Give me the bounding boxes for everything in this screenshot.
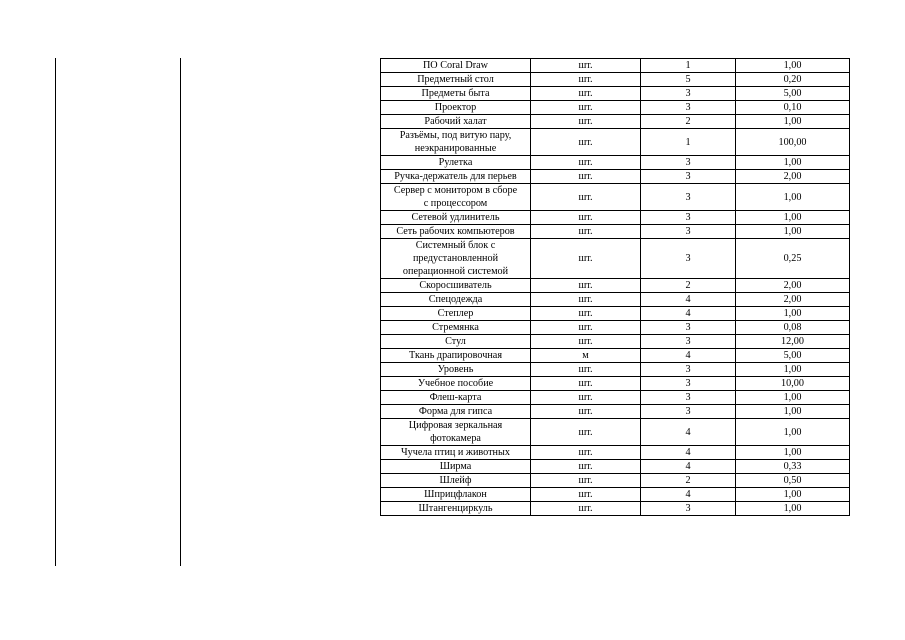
unit-cell: шт. <box>531 156 641 170</box>
quantity-cell: 3 <box>641 405 736 419</box>
value-cell: 2,00 <box>736 293 850 307</box>
value-cell: 2,00 <box>736 170 850 184</box>
value-cell: 1,00 <box>736 225 850 239</box>
quantity-cell: 4 <box>641 307 736 321</box>
unit-cell: шт. <box>531 377 641 391</box>
item-name-cell: Предметный стол <box>381 73 531 87</box>
item-name-cell: Разъёмы, под витую пару, неэкранированные <box>381 129 531 156</box>
table-row <box>381 73 850 87</box>
table-row <box>381 211 850 225</box>
unit-cell: шт. <box>531 460 641 474</box>
item-name-cell: Скоросшиватель <box>381 279 531 293</box>
item-name-cell: Ткань драпировочная <box>381 349 531 363</box>
quantity-cell: 5 <box>641 73 736 87</box>
unit-cell: шт. <box>531 87 641 101</box>
table-row <box>381 129 850 156</box>
item-name-cell: Флеш-карта <box>381 391 531 405</box>
unit-cell: шт. <box>531 73 641 87</box>
quantity-cell: 3 <box>641 239 736 279</box>
unit-cell: шт. <box>531 211 641 225</box>
table-row <box>381 460 850 474</box>
item-name-cell: Проектор <box>381 101 531 115</box>
item-name-cell: ПО Coral Draw <box>381 59 531 73</box>
value-cell: 1,00 <box>736 502 850 516</box>
unit-cell: шт. <box>531 184 641 211</box>
quantity-cell: 3 <box>641 363 736 377</box>
table-row <box>381 184 850 211</box>
unit-cell: шт. <box>531 391 641 405</box>
value-cell: 1,00 <box>736 488 850 502</box>
quantity-cell: 3 <box>641 335 736 349</box>
quantity-cell: 3 <box>641 156 736 170</box>
item-name-cell: Чучела птиц и животных <box>381 446 531 460</box>
quantity-cell: 3 <box>641 211 736 225</box>
unit-cell: шт. <box>531 59 641 73</box>
item-name-cell: Учебное пособие <box>381 377 531 391</box>
item-name-cell: Спецодежда <box>381 293 531 307</box>
value-cell: 1,00 <box>736 184 850 211</box>
value-cell: 1,00 <box>736 115 850 129</box>
item-name-cell: Шприцфлакон <box>381 488 531 502</box>
value-cell: 12,00 <box>736 335 850 349</box>
table-row <box>381 307 850 321</box>
unit-cell: шт. <box>531 488 641 502</box>
quantity-cell: 4 <box>641 419 736 446</box>
item-name-cell: Сервер с монитором в сборе с процессором <box>381 184 531 211</box>
item-name-cell: Стремянка <box>381 321 531 335</box>
item-name-cell: Рулетка <box>381 156 531 170</box>
quantity-cell: 2 <box>641 115 736 129</box>
quantity-cell: 4 <box>641 349 736 363</box>
item-name-cell: Уровень <box>381 363 531 377</box>
value-cell: 0,33 <box>736 460 850 474</box>
item-name-cell: Шлейф <box>381 474 531 488</box>
value-cell: 1,00 <box>736 419 850 446</box>
value-cell: 1,00 <box>736 59 850 73</box>
quantity-cell: 2 <box>641 279 736 293</box>
table-row <box>381 59 850 73</box>
value-cell: 0,08 <box>736 321 850 335</box>
unit-cell: шт. <box>531 293 641 307</box>
unit-cell: шт. <box>531 307 641 321</box>
value-cell: 5,00 <box>736 349 850 363</box>
table-row <box>381 391 850 405</box>
quantity-cell: 1 <box>641 59 736 73</box>
table-row <box>381 239 850 279</box>
table-row <box>381 349 850 363</box>
quantity-cell: 3 <box>641 377 736 391</box>
quantity-cell: 3 <box>641 184 736 211</box>
value-cell: 1,00 <box>736 391 850 405</box>
quantity-cell: 2 <box>641 474 736 488</box>
quantity-cell: 3 <box>641 502 736 516</box>
table-row <box>381 87 850 101</box>
value-cell: 1,00 <box>736 405 850 419</box>
table-row <box>381 474 850 488</box>
item-name-cell: Рабочий халат <box>381 115 531 129</box>
quantity-cell: 4 <box>641 293 736 307</box>
value-cell: 1,00 <box>736 363 850 377</box>
unit-cell: шт. <box>531 129 641 156</box>
table-row <box>381 156 850 170</box>
table-row <box>381 293 850 307</box>
quantity-cell: 3 <box>641 391 736 405</box>
item-name-cell: Сетевой удлинитель <box>381 211 531 225</box>
unit-cell: шт. <box>531 170 641 184</box>
quantity-cell: 4 <box>641 446 736 460</box>
value-cell: 100,00 <box>736 129 850 156</box>
item-name-cell: Стул <box>381 335 531 349</box>
item-name-cell: Штангенциркуль <box>381 502 531 516</box>
unit-cell: шт. <box>531 446 641 460</box>
unit-cell: шт. <box>531 225 641 239</box>
item-name-cell: Системный блок с предустановленной операционной системой <box>381 239 531 279</box>
value-cell: 1,00 <box>736 211 850 225</box>
value-cell: 0,10 <box>736 101 850 115</box>
value-cell: 1,00 <box>736 307 850 321</box>
column-rule <box>180 58 181 566</box>
quantity-cell: 3 <box>641 225 736 239</box>
unit-cell: шт. <box>531 363 641 377</box>
unit-cell: шт. <box>531 502 641 516</box>
table-row <box>381 321 850 335</box>
table-row <box>381 279 850 293</box>
table-row <box>381 335 850 349</box>
table-row <box>381 101 850 115</box>
table-row <box>381 502 850 516</box>
table-row <box>381 405 850 419</box>
table-row <box>381 363 850 377</box>
item-name-cell: Цифровая зеркальная фотокамера <box>381 419 531 446</box>
value-cell: 5,00 <box>736 87 850 101</box>
unit-cell: шт. <box>531 101 641 115</box>
value-cell: 2,00 <box>736 279 850 293</box>
value-cell: 0,50 <box>736 474 850 488</box>
unit-cell: м <box>531 349 641 363</box>
unit-cell: шт. <box>531 115 641 129</box>
item-name-cell: Сеть рабочих компьютеров <box>381 225 531 239</box>
left-margin-rule <box>55 58 56 566</box>
value-cell: 1,00 <box>736 446 850 460</box>
item-name-cell: Предметы быта <box>381 87 531 101</box>
unit-cell: шт. <box>531 279 641 293</box>
unit-cell: шт. <box>531 335 641 349</box>
quantity-cell: 4 <box>641 460 736 474</box>
quantity-cell: 3 <box>641 321 736 335</box>
table-row <box>381 170 850 184</box>
quantity-cell: 1 <box>641 129 736 156</box>
value-cell: 0,25 <box>736 239 850 279</box>
value-cell: 10,00 <box>736 377 850 391</box>
table-row <box>381 377 850 391</box>
equipment-table <box>380 58 850 516</box>
item-name-cell: Ручка-держатель для перьев <box>381 170 531 184</box>
value-cell: 1,00 <box>736 156 850 170</box>
table-row <box>381 419 850 446</box>
value-cell: 0,20 <box>736 73 850 87</box>
quantity-cell: 3 <box>641 101 736 115</box>
equipment-table-body <box>381 59 850 516</box>
item-name-cell: Степлер <box>381 307 531 321</box>
table-row <box>381 115 850 129</box>
unit-cell: шт. <box>531 419 641 446</box>
table-row <box>381 488 850 502</box>
item-name-cell: Ширма <box>381 460 531 474</box>
table-row <box>381 225 850 239</box>
quantity-cell: 4 <box>641 488 736 502</box>
unit-cell: шт. <box>531 321 641 335</box>
unit-cell: шт. <box>531 239 641 279</box>
item-name-cell: Форма для гипса <box>381 405 531 419</box>
unit-cell: шт. <box>531 405 641 419</box>
table-row <box>381 446 850 460</box>
quantity-cell: 3 <box>641 170 736 184</box>
quantity-cell: 3 <box>641 87 736 101</box>
unit-cell: шт. <box>531 474 641 488</box>
